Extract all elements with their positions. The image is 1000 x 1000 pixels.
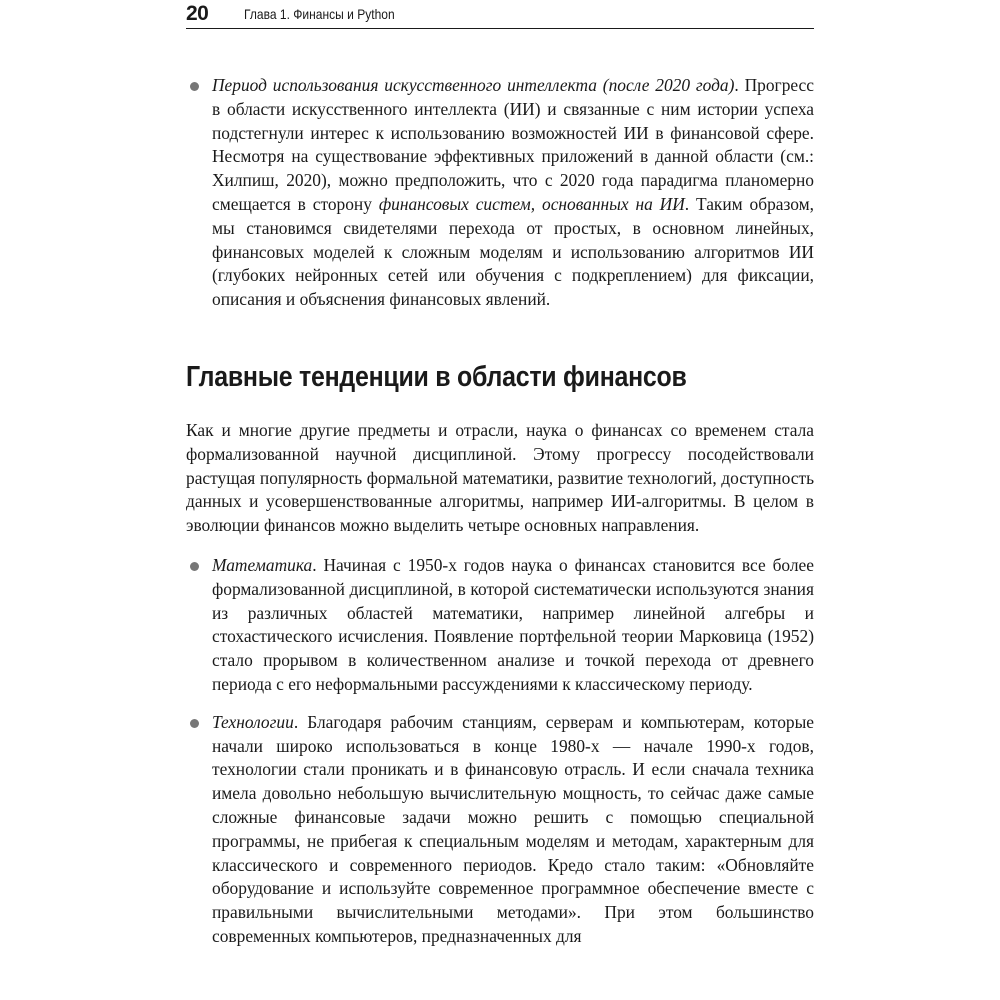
list-item-text: . Прогресс в области искусственного интеллекта (ИИ) и связанные с ним истории успеха подстегнули интерес к использованию возможностей ИИ в финансовой сфере. Несмотря на существование эффективных приложений в данной области (см.: Хилпиш, 2020), можно предположить, что с 2020 года парадигма планомерно смещается в сторону	[212, 75, 814, 214]
bullet-icon	[190, 719, 199, 728]
running-title: Глава 1. Финансы и Python	[244, 6, 395, 22]
page-number: 20	[186, 2, 209, 25]
book-page	[186, 0, 814, 1000]
section-heading: Главные тенденции в области финансов	[186, 360, 687, 393]
list-item-term: Технологии	[212, 711, 294, 732]
list-item	[186, 554, 814, 697]
list-item	[186, 74, 814, 312]
list-item	[186, 711, 814, 949]
bullet-icon	[190, 562, 199, 571]
bullet-icon	[190, 82, 199, 91]
list-item-text: . Начиная с 1950-х годов наука о финансах становится все более формализованной дисциплиной, в которой систематически используются знания из различных областей математики, например линейной алгебры и стохастического исчисления. Появление портфельной теории Марковица (1952) стало прорывом в количественном анализе и точкой перехода от древнего периода с его неформальными рассуждениями к классическому периоду.	[212, 554, 814, 694]
list-item-term: Период использования искусственного интеллекта (после 2020 года)	[212, 75, 735, 95]
intro-paragraph: Как и многие другие предметы и отрасли, наука о финансах со временем стала формализованной научной дисциплиной. Этому прогрессу посодействовали растущая популярность формальной математики, развитие технологий, доступность данных и усовершенствованные алгоритмы, например ИИ-алгоритмы. В целом в эволюции финансов можно выделить четыре основных направления.	[186, 419, 814, 536]
list-item-emphasis: финансовых систем, основанных на ИИ	[378, 193, 685, 214]
list-item-text: . Таким образом, мы становимся свидетелями перехода от простых, в основном линейных, финансовых моделей к сложным моделям и использованию алгоритмов ИИ (глубоких нейронных сетей или обучения с подкреплением) для фиксации, описания и объяснения финансовых явлений.	[212, 193, 814, 310]
list-item-text: . Благодаря рабочим станциям, серверам и компьютерам, которые начали широко использоваться в конце 1980-х — начале 1990-х годов, технологии стали проникать и в финансовую отрасль. И если сначала техника имела довольно небольшую вычислительную мощность, то сейчас даже самые сложные финансовые задачи можно решить с помощью специальной программы, не прибегая к специальным моделям и методам, характерным для классического и современного периодов. Кредо стало таким: «Обновляйте оборудование и используйте современное программное обеспечение вместе с правильными вычислительными методами». При этом большинство современных компьютеров, предназначенных для	[212, 711, 814, 946]
list-item-term: Математика	[212, 554, 313, 575]
running-head	[186, 0, 814, 29]
